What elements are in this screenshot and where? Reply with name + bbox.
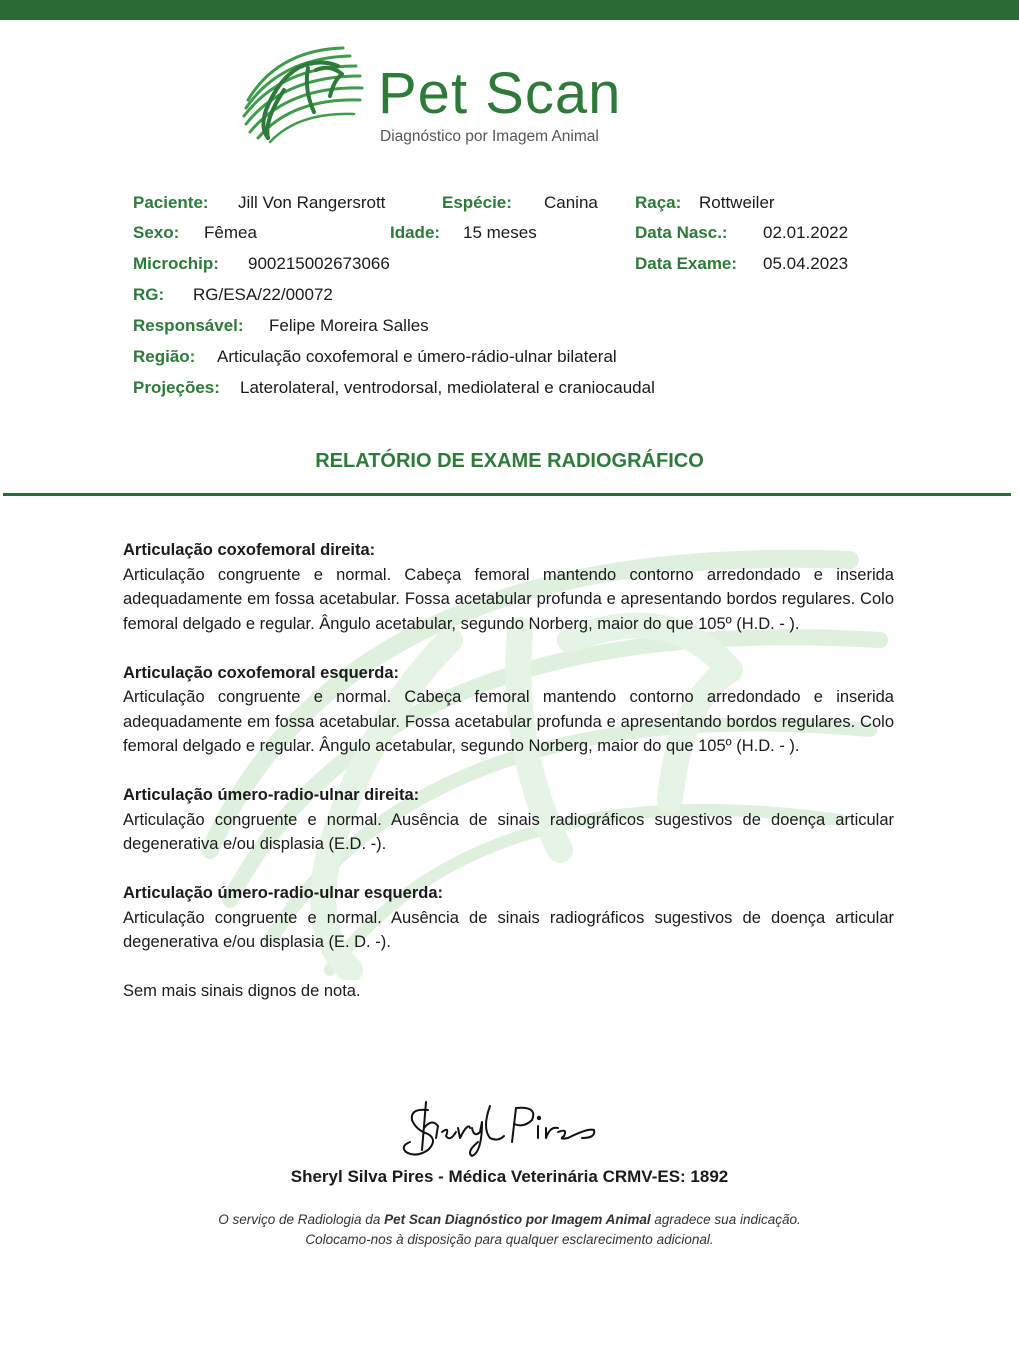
patient-name-label: Paciente:	[133, 193, 209, 212]
birth-date-label: Data Nasc.:	[635, 223, 728, 242]
brand-name: Pet Scan	[378, 61, 622, 126]
handwritten-signature	[398, 1098, 603, 1162]
footer-text: O serviço de Radiologia da	[218, 1212, 385, 1227]
section-text: Articulação congruente e normal. Cabeça femoral mantendo contorno arredondado e inserida adequadamente em fossa acetabular. Fossa acetabular profunda e apresentando bordos regulares. Colo femoral delgado e regular. Ângulo acetabular, segundo Norberg, maior do que 105º (H.D. - ).	[123, 565, 894, 633]
top-bar	[0, 0, 1019, 20]
rg-label: RG:	[133, 285, 165, 304]
projections-label: Projeções:	[133, 378, 220, 397]
report-section	[123, 661, 894, 759]
report-section	[123, 783, 894, 857]
breed: Rottweiler	[699, 193, 775, 212]
report-conclusion: Sem mais sinais dignos de nota.	[123, 982, 361, 1000]
breed-label: Raça:	[635, 193, 682, 212]
footer-text: agradece sua indicação.	[650, 1212, 801, 1227]
region-label: Região:	[133, 347, 196, 366]
dog-logo-icon	[238, 40, 373, 145]
section-text: Articulação congruente e normal. Cabeça femoral mantendo contorno arredondado e inserida adequadamente em fossa acetabular. Fossa acetabular profunda e apresentando bordos regulares. Colo femoral delgado e regular. Ângulo acetabular, segundo Norberg, maior do que 105º (H.D. - ).	[123, 688, 894, 755]
sex: Fêmea	[204, 223, 257, 242]
brand-tagline: Diagnóstico por Imagem Animal	[380, 128, 599, 145]
section-text: Articulação congruente e normal. Ausência de sinais radiográficos sugestivos de doença articular degenerativa e/ou displasia (E. D. -).	[123, 908, 894, 951]
report-section	[123, 538, 894, 636]
footer-note	[0, 1210, 1019, 1250]
section-title: Articulação úmero-radio-ulnar esquerda:	[123, 884, 443, 902]
section-title: Articulação úmero-radio-ulnar direita:	[123, 786, 420, 804]
report-section	[123, 881, 894, 955]
birth-date: 02.01.2022	[763, 223, 849, 242]
owner-label: Responsável:	[133, 316, 244, 335]
owner: Felipe Moreira Salles	[269, 316, 429, 335]
microchip: 900215002673066	[248, 254, 390, 273]
title-divider	[3, 493, 1011, 496]
species: Canina	[544, 193, 598, 212]
species-label: Espécie:	[442, 193, 512, 212]
footer-line-2: Colocamo-nos à disposição para qualquer esclarecimento adicional.	[305, 1232, 714, 1247]
report-title: RELATÓRIO DE EXAME RADIOGRÁFICO	[315, 450, 704, 472]
patient-name: Jill Von Rangersrott	[238, 193, 386, 212]
projections: Laterolateral, ventrodorsal, mediolateral e craniocaudal	[240, 378, 655, 397]
section-title: Articulação coxofemoral direita:	[123, 541, 376, 559]
footer-brand: Pet Scan Diagnóstico por Imagem Animal	[384, 1212, 651, 1227]
age-label: Idade:	[390, 223, 441, 242]
signer-name: Sheryl Silva Pires - Médica Veterinária CRMV-ES: 1892	[290, 1167, 729, 1186]
report-body	[123, 538, 894, 1028]
exam-date-label: Data Exame:	[635, 254, 738, 273]
age: 15 meses	[463, 223, 537, 242]
logo	[238, 40, 638, 155]
footer-line-1	[0, 1210, 1019, 1230]
rg: RG/ESA/22/00072	[193, 285, 333, 304]
exam-date: 05.04.2023	[763, 254, 849, 273]
region: Articulação coxofemoral e úmero-rádio-ulnar bilateral	[217, 347, 617, 366]
microchip-label: Microchip:	[133, 254, 219, 273]
section-text: Articulação congruente e normal. Ausência de sinais radiográficos sugestivos de doença articular degenerativa e/ou displasia (E.D. -).	[123, 810, 894, 853]
section-title: Articulação coxofemoral esquerda:	[123, 663, 400, 682]
sex-label: Sexo:	[133, 223, 180, 242]
